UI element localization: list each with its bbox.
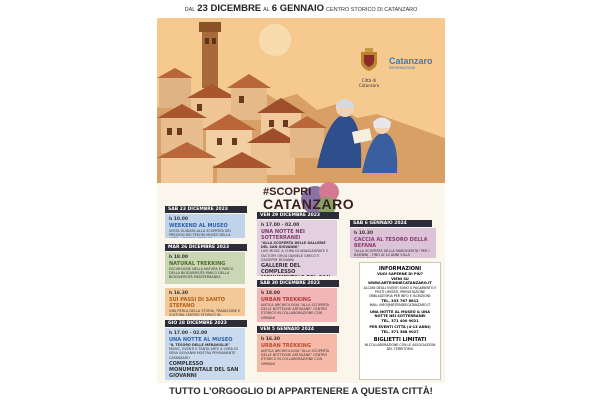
info-phone: TEL. 333 767 8812 — [381, 298, 419, 303]
event-title: URBAN TREKKING — [261, 297, 312, 303]
event-time: h 16.30 — [169, 291, 189, 296]
event-text: VISITA GUIDATA ALLA SCOPERTA DEI PREZIOSI DEI TESORI MUSEO DELLA — [169, 229, 231, 238]
event-card — [165, 328, 245, 380]
city-crest-icon — [359, 48, 379, 72]
date-header-6-jan: SAB 6 GENNAIO 2024 — [350, 220, 432, 227]
event-time: h 17.00 - 02.00 — [261, 223, 300, 228]
event-venue: COMPLESSO MONUMENTALE DEL SAN GIOVANNI — [169, 360, 239, 379]
info-text: ALCUNI DEGLI EVENTI SONO A PAGAMENTO E POSTI LIMITATI. PRENOTAZIONE OBBLIGATORIA PER INFO E ISCRIZIONI: — [363, 285, 437, 299]
event-time: h 18.00 — [261, 291, 281, 296]
event-title: UNA NOTTE NEI SOTTERRANEI — [261, 229, 305, 241]
event-card — [350, 228, 436, 258]
info-limited: BIGLIETTI LIMITATI — [373, 336, 427, 343]
event-card — [165, 252, 245, 284]
event-time: h 17.00 - 02.00 — [169, 331, 208, 336]
date-header-5-jan: VEN 5 GENNAIO 2024 — [257, 326, 339, 333]
event-title: URBAN TREKKING — [261, 343, 312, 349]
event-title: UNA NOTTE AL MUSEO — [169, 337, 233, 343]
brand-subtitle: INFORMAZIONI — [389, 66, 416, 70]
info-phone: TEL. 371 400 9021 — [381, 318, 419, 323]
event-time: h 16.30 — [261, 337, 281, 342]
hero-illustration — [157, 18, 445, 183]
event-text: ANTICA ARCHEOLOGIA "ALLA SCOPERTA DELLE BOTTEGHE ARTIGIANE" CENTRO STORICO IN COLLABORAZIONE CON URMANI — [261, 303, 330, 320]
catanzaro-brand-logo — [389, 56, 441, 70]
footer-slogan: TUTTO L'ORGOGLIO DI APPARTENERE A QUESTA CITTÀ! — [157, 383, 445, 400]
city-logo-caption: Città di Catanzaro — [358, 78, 380, 88]
event-title: SUI PASSI DI SANTO STEFANO — [169, 297, 225, 309]
info-box — [359, 262, 441, 380]
date-header-30-dec: SAB 30 DICEMBRE 2023 — [257, 280, 339, 287]
event-card — [257, 288, 337, 322]
event-text: ANTICA ARCHEOLOGIA "ALLA SCOPERTA DELLE BOTTEGHE ARTIGIANE" CENTRO STORICO IN COLLABORAZIONE CON URMANI — [261, 349, 330, 366]
info-website: VIENI SU WWW.ARTEINDIECATANZARO.IT — [368, 276, 432, 286]
info-question: VUOI SAPERNE DI PIÙ? — [377, 272, 423, 276]
info-email: MAIL: INFO@ARTEINDIECATANZARO.IT — [369, 303, 431, 308]
date-banner — [157, 0, 445, 18]
date-header-29-dec: VEN 29 DICEMBRE 2023 — [257, 212, 339, 219]
event-card — [257, 334, 337, 372]
info-heading: INFORMAZIONI — [378, 266, 422, 272]
event-title: CACCIA AL TESORO DELLA BEFANA — [354, 237, 428, 249]
event-text: "ALLA SCOPERTA DELLA MARGHERITA" PER I BAMBINI - FINO AI 10 ANNI VILLA — [354, 249, 430, 258]
city-logo — [354, 48, 384, 88]
event-card — [165, 288, 245, 316]
info-subheading: PER EVENTI CITTÀ (4-13 ANNI) — [369, 325, 431, 330]
event-time: h 10.30 — [354, 231, 374, 236]
info-subheading: UNA NOTTE AL MUSEO & UNA NOTTE NEI SOTTERRANEI — [370, 309, 430, 319]
event-title: WEEKEND AL MUSEO — [169, 223, 228, 229]
info-phone: TEL. 371 388 9027 — [381, 329, 419, 334]
banner-place: CENTRO STORICO DI CATANZARO — [326, 7, 418, 13]
event-text: ESCURSIONE NELLA NATURA E PARCO DELLA BIODIVERSITÀ PARCO DELLA BIODIVERSITÀ MEDITERRANEA — [169, 267, 234, 280]
date-header-26-dec: MAR 26 DICEMBRE 2023 — [165, 244, 247, 251]
event-venue: GALLERIE DEL COMPLESSO — [261, 263, 301, 276]
poster — [157, 0, 445, 400]
tag-line-1: #SCOPRI — [263, 186, 312, 198]
banner-joiner: AL — [263, 7, 270, 13]
event-text: LIVE MUSIC A CURA DI ANASSAGRATE E FACTORY ORGA DANIELE GRECO E GIUSEPPE BOVANNI — [261, 249, 329, 262]
date-header-23-dec: SAB 23 DICEMBRE 2023 — [165, 206, 247, 213]
banner-end-date: 6 GENNAIO — [271, 3, 325, 14]
event-text: MUSIC, EVENTI E TANTA ARTE A CURA DI SERA GIOVANNI MOSTRA PERMANENTE CATANZARO — [169, 347, 238, 360]
event-time: h 10.00 — [169, 217, 189, 222]
tag-line-2: CATANZARO — [263, 196, 355, 212]
event-title: NATURAL TREKKING — [169, 261, 226, 267]
banner-start-date: 23 DICEMBRE — [197, 3, 262, 14]
event-card — [165, 214, 245, 238]
banner-prefix: DAL — [184, 7, 196, 13]
event-time: h 18.00 — [169, 255, 189, 260]
event-text: UNA PERLA DELLA STORIA, TRADIZIONE E CULTURA CENTRO STORICO IN — [169, 309, 241, 316]
city-illustration — [157, 18, 445, 183]
event-subtitle: "IL TESORO DELLE MERAVIGLIE" — [169, 343, 230, 347]
date-header-28-dec: GIO 28 DICEMBRE 2023 — [165, 320, 247, 327]
info-footnote: IN COLLABORAZIONE CON LE ASSOCIAZIONI DEL TERRITORIO — [364, 342, 436, 351]
brand-wordmark: Catanzaro — [389, 56, 433, 66]
event-subtitle: "ALLA SCOPERTA DELLE GALLERIE DEL SAN GIOVANNI" — [261, 241, 326, 250]
event-card — [257, 220, 337, 276]
